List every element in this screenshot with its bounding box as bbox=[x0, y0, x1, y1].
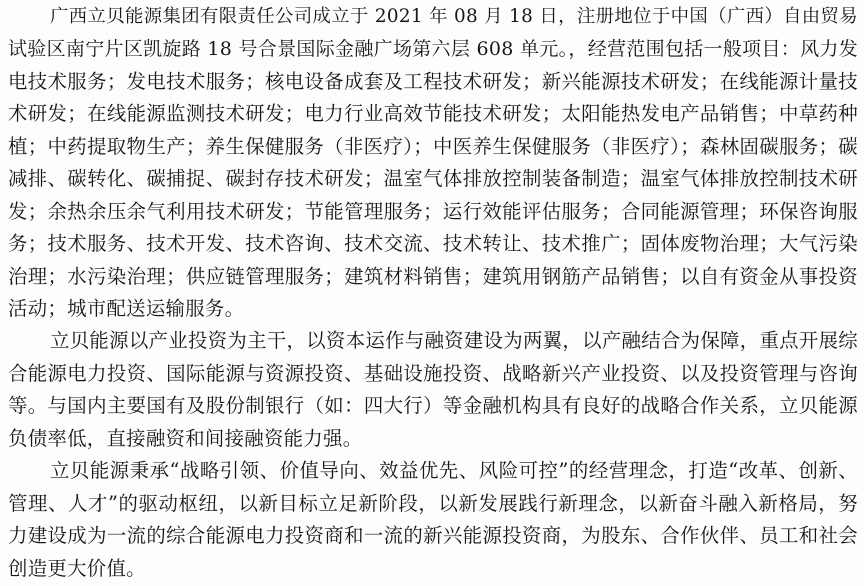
text-line: 立贝能源以产业投资为主干，以资本运作与融资建设为两翼，以产融结合为保障，重点开展综 bbox=[50, 329, 858, 352]
text-line: 发；余热余压余气利用技术研发；节能管理服务；运行效能评估服务；合同能源管理；环保咨询服 bbox=[8, 200, 858, 223]
text-line: 植；中药提取物生产；养生保健服务（非医疗）；中医养生保健服务（非医疗）；森林固碳服务；碳 bbox=[8, 135, 858, 158]
text-line: 合能源电力投资、国际能源与资源投资、基础设施投资、战略新兴产业投资、以及投资管理与咨询 bbox=[8, 362, 858, 385]
text-line: 广西立贝能源集团有限责任公司成立于 2021 年 08 月 18 日，注册地位于中国（广西）自由贸易 bbox=[50, 6, 858, 27]
text-line: 负债率低，直接融资和间接融资能力强。 bbox=[8, 427, 363, 450]
text-line: 电技术服务；发电技术服务；核电设备成套及工程技术研发；新兴能源技术研发；在线能源计量技 bbox=[8, 70, 858, 93]
text-line: 术研发；在线能源监测技术研发；电力行业高效节能技术研发；太阳能热发电产品销售；中草药种 bbox=[8, 102, 858, 125]
text-line: 减排、碳转化、碳捕捉、碳封存技术研发；温室气体排放控制装备制造；温室气体排放控制技术研 bbox=[8, 167, 858, 190]
text-line: 治理；水污染治理；供应链管理服务；建筑材料销售；建筑用钢筋产品销售；以自有资金从事投资 bbox=[8, 265, 858, 288]
text-line: 活动；城市配送运输服务。 bbox=[8, 297, 245, 320]
text-line: 试验区南宁片区凯旋路 18 号合景国际金融广场第六层 608 单元。，经营范围包括一般项目：风力发 bbox=[8, 38, 858, 60]
text-line: 务；技术服务、技术开发、技术咨询、技术交流、技术转让、技术推广；固体废物治理；大气污染 bbox=[8, 232, 858, 255]
text-line: 立贝能源秉承“战略引领、价值导向、效益优先、风险可控”的经营理念，打造“改革、创新、 bbox=[50, 459, 858, 482]
text-line: 等。与国内主要国有及股份制银行（如：四大行）等金融机构具有良好的战略合作关系，立贝能源 bbox=[8, 394, 858, 417]
text-line: 管理、人才”的驱动枢纽，以新目标立足新阶段，以新发展践行新理念，以新奋斗融入新格局，努 bbox=[8, 492, 858, 515]
text-line: 创造更大价值。 bbox=[8, 557, 146, 580]
text-line: 力建设成为一流的综合能源电力投资商和一流的新兴能源投资商，为股东、合作伙伴、员工和社会 bbox=[8, 524, 858, 547]
